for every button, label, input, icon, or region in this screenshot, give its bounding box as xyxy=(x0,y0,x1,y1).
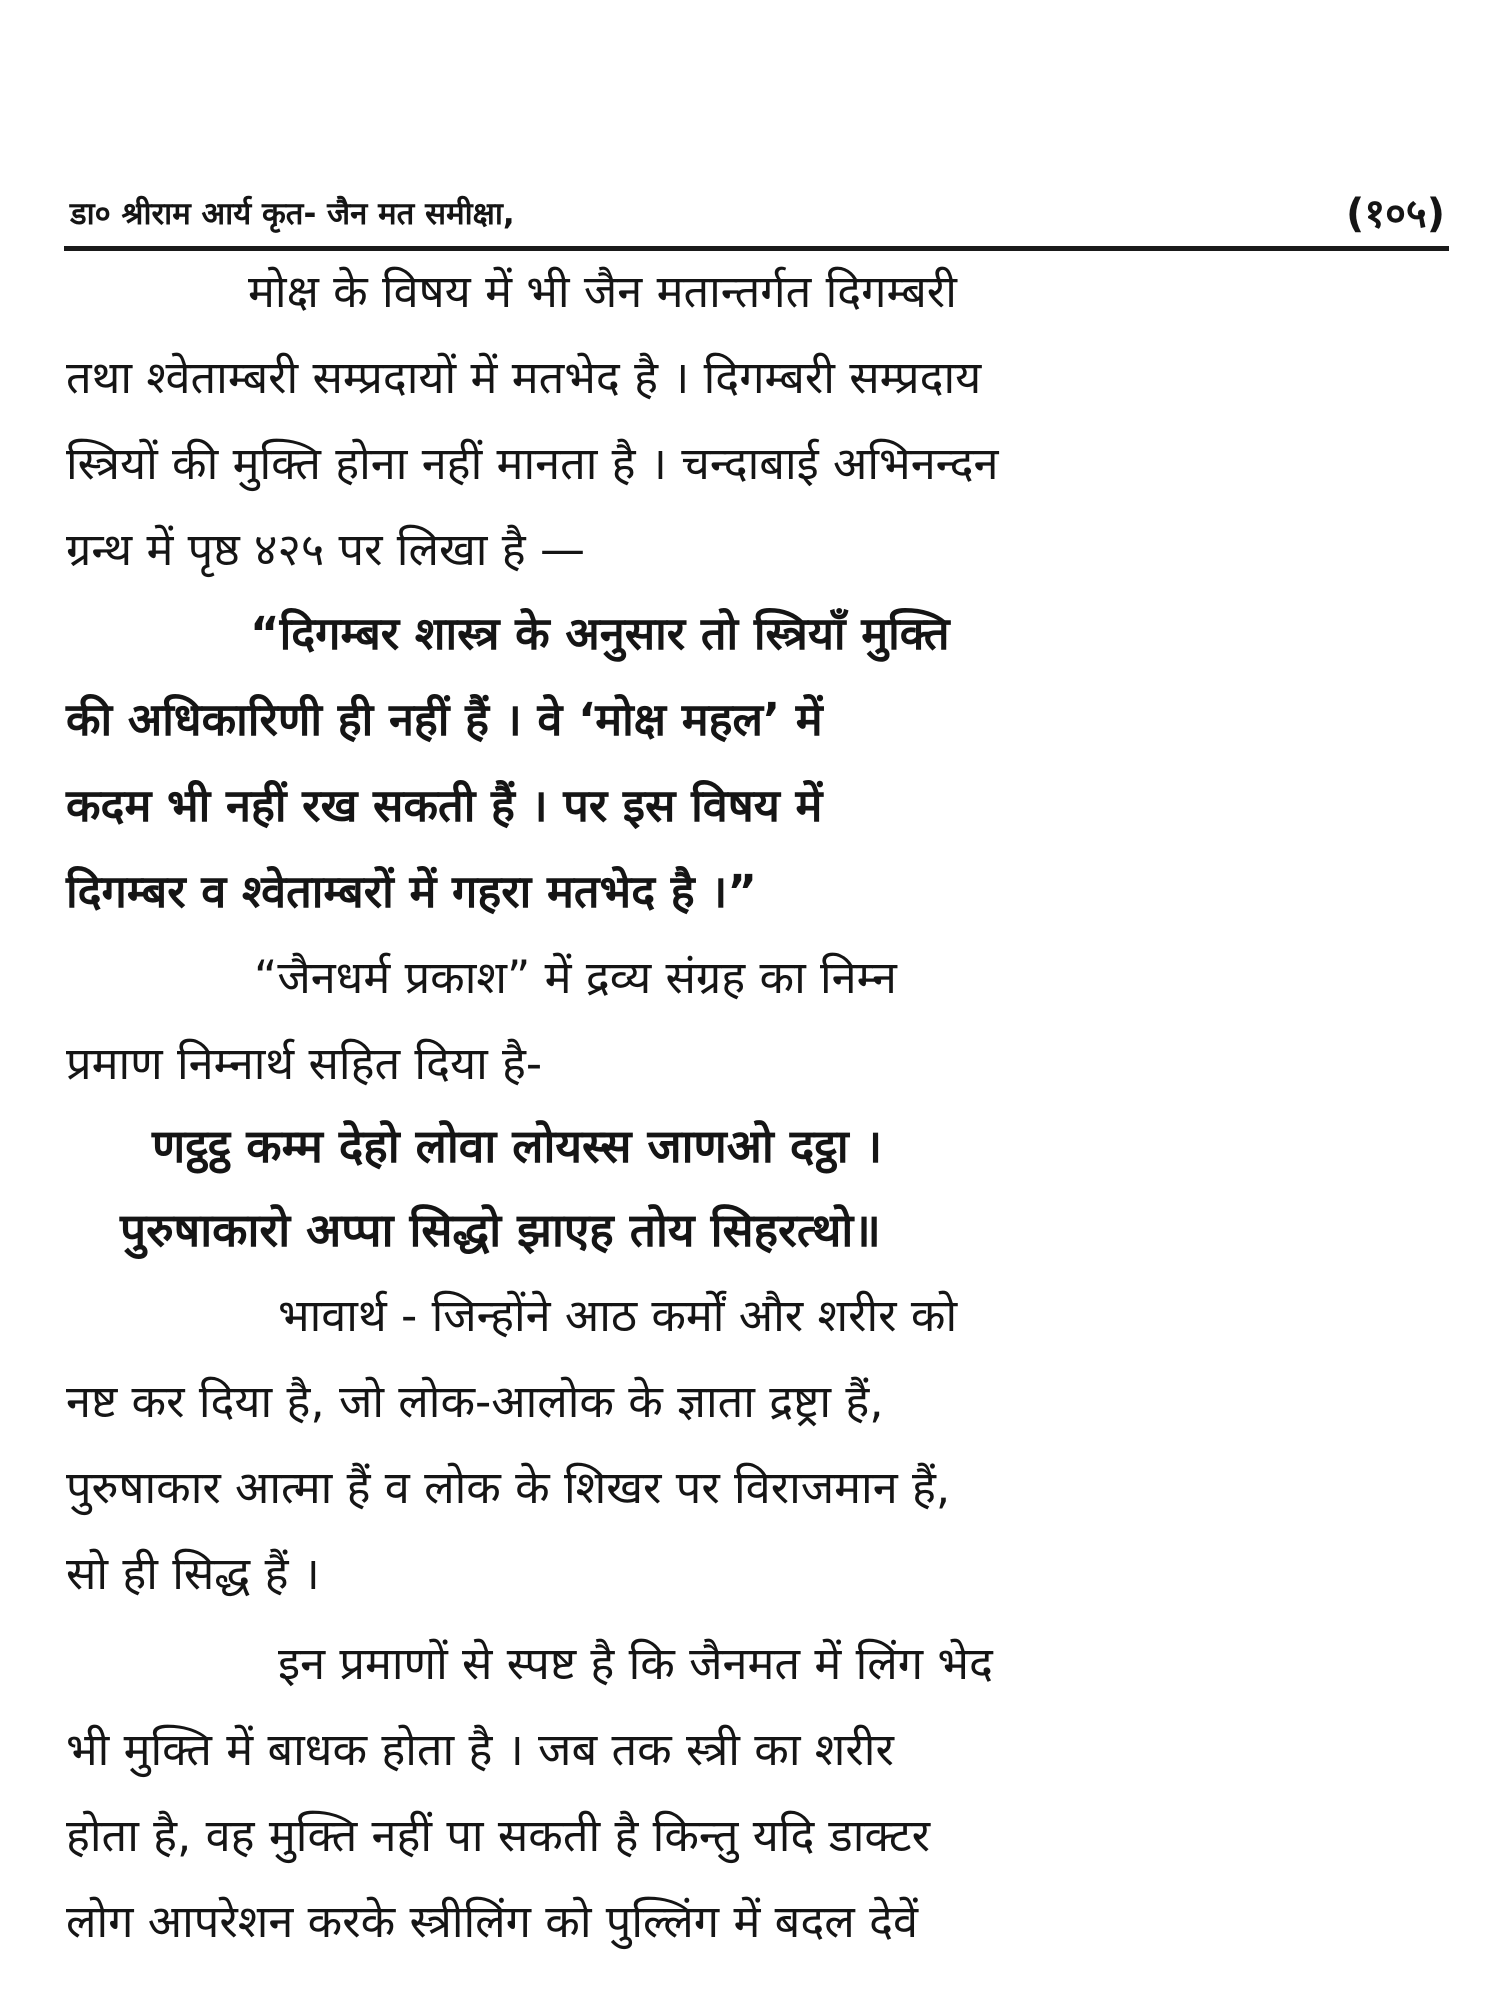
quote-line: की अधिकारिणी ही नहीं हैं । वे ‘मोक्ष महल’ में xyxy=(66,693,823,746)
quote-line: दिगम्बर व श्वेताम्बरों में गहरा मतभेद है ।” xyxy=(66,865,757,918)
text-line: लोग आपरेशन करके स्त्रीलिंग को पुल्लिंग में बदल देवें xyxy=(66,1895,918,1948)
running-header xyxy=(70,178,1445,240)
text-line: “जैनधर्म प्रकाश” में द्रव्य संग्रह का निम्न xyxy=(254,951,897,1004)
text-line: नष्ट कर दिया है, जो लोक-आलोक के ज्ञाता द्रष्ट्रा हैं, xyxy=(66,1375,884,1428)
header-rule xyxy=(64,246,1449,251)
quote-line: कदम भी नहीं रख सकती हैं । पर इस विषय में xyxy=(66,779,823,832)
text-line: प्रमाण निम्नार्थ सहित दिया है- xyxy=(66,1037,543,1090)
header-book-title: डा० श्रीराम आर्य कृत- जैन मत समीक्षा, xyxy=(70,196,515,232)
page-number: (१०५) xyxy=(1346,191,1445,237)
verse-line: णट्ठट्ठ कम्म देहो लोवा लोयस्स जाणओ दट्ठा । xyxy=(152,1119,883,1173)
text-line: सो ही सिद्ध हैं । xyxy=(66,1547,320,1600)
text-line: ग्रन्थ में पृष्ठ ४२५ पर लिखा है — xyxy=(66,523,585,576)
text-line: तथा श्वेताम्बरी सम्प्रदायों में मतभेद है । दिगम्बरी सम्प्रदाय xyxy=(66,351,982,404)
verse-line: पुरुषाकारो अप्पा सिद्धो झाएह तोय सिहरत्थो॥ xyxy=(120,1203,881,1257)
text-line: पुरुषाकार आत्मा हैं व लोक के शिखर पर विराजमान हैं, xyxy=(66,1461,951,1514)
text-line: मोक्ष के विषय में भी जैन मतान्तर्गत दिगम्बरी xyxy=(248,265,957,318)
quote-line: “दिगम्बर शास्त्र के अनुसार तो स्त्रियाँ मुक्ति xyxy=(250,607,950,660)
text-line: भावार्थ - जिन्होंने आठ कर्मों और शरीर को xyxy=(278,1289,958,1342)
text-line: भी मुक्ति में बाधक होता है । जब तक स्त्री का शरीर xyxy=(66,1723,894,1776)
text-line: होता है, वह मुक्ति नहीं पा सकती है किन्तु यदि डाक्टर xyxy=(66,1809,930,1862)
text-line: इन प्रमाणों से स्पष्ट है कि जैनमत में लिंग भेद xyxy=(278,1637,993,1690)
text-line: स्त्रियों की मुक्ति होना नहीं मानता है । चन्दाबाई अभिनन्दन xyxy=(66,437,999,490)
